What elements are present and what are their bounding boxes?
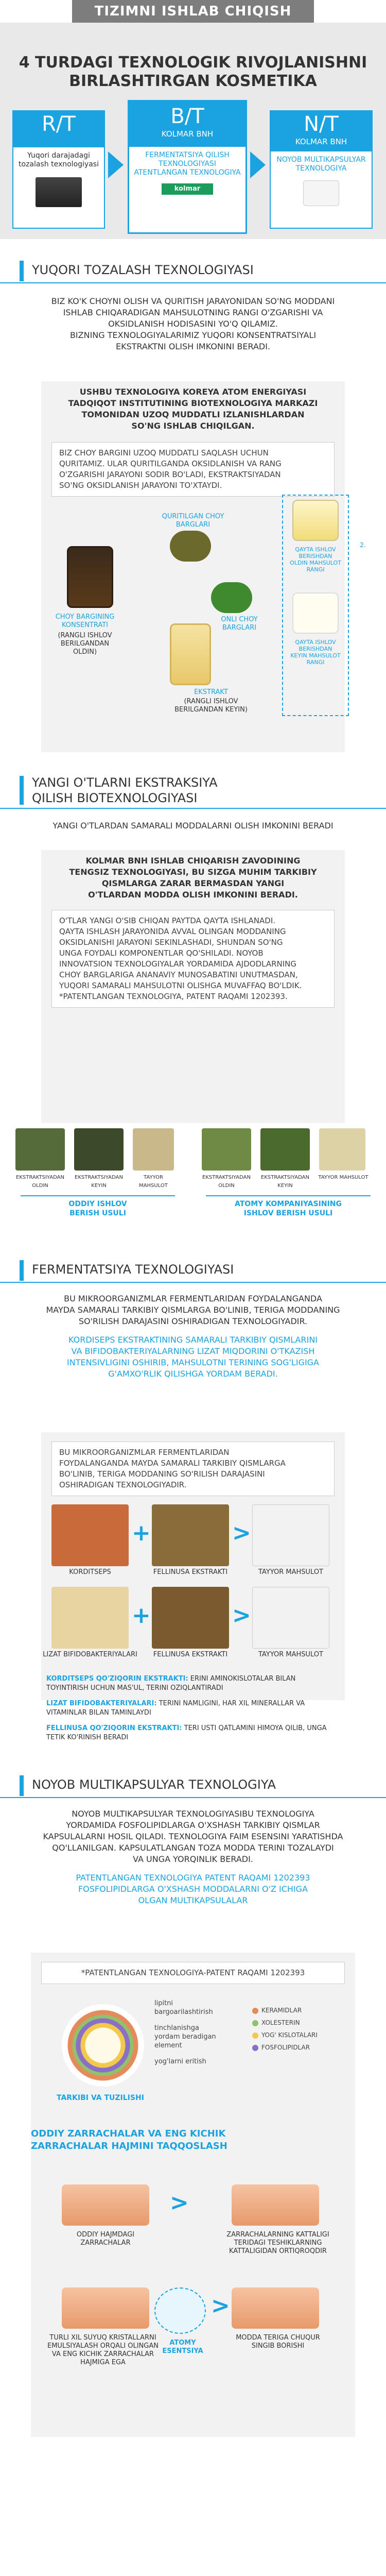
note-key: KORDITSEPS QO'ZIQORIN EKSTRAKTI: <box>46 1675 188 1683</box>
note-value: TERI USTI QATLAMINI HIMOYA QILIB, UNGA TETIK KO'RINISH BERADI <box>46 1724 327 1741</box>
plus-icon: + <box>132 1602 151 1629</box>
s1-box-line: TOMONIDAN UZOQ MUDDATLI IZLANISHLARDAN <box>81 410 305 419</box>
product-photo <box>252 1587 329 1649</box>
s4-p2-line: FOSFOLIPIDLARGA O'XSHASH MODDALARNI O'Z ICHIGA <box>78 1884 308 1894</box>
dried-leaves-image <box>170 531 211 562</box>
card-bt-text: FERMENTATSIYA QILISH TEXNOLOGIYASI ATENTLANGAN TEXNOLOGIYA <box>134 151 241 177</box>
section-title-text: FERMENTATSIYA TEXNOLOGIYASI <box>32 1262 234 1277</box>
legend-dot-icon <box>252 2045 258 2051</box>
note-value: TERINI NAMLIGINI, HAR XIL MINERALLAR VA VITAMINLAR BILAN TAMINLAYDI <box>46 1700 305 1717</box>
thumb-caption: EKSTRAKTSIYADAN KEYIN <box>261 1175 309 1189</box>
s1-p1-line: BIZ KO'K CHOYNI OLISH VA QURITISH JARAYONIDAN SO'NG MODDANI <box>51 296 335 306</box>
s2-inner-line: O'TLAR YANGI O'SIB CHIQAN PAYTDA QAYTA ISHLANADI. <box>59 916 276 925</box>
card-bt-head <box>129 101 245 147</box>
legend-label: KERAMIDLAR <box>261 2007 302 2014</box>
cordyceps-photo <box>51 1504 129 1566</box>
title-bar <box>20 776 24 805</box>
legend <box>252 2004 345 2054</box>
compare-caption: ODDIY HAJMDAGI ZARRACHALAR <box>76 2231 135 2247</box>
arrow-right-icon <box>108 151 124 178</box>
section-fermentation <box>0 1257 386 1380</box>
jar-before <box>292 500 339 541</box>
s4-p1-line: NOYOB MULTIKAPSULYAR TEXNOLOGIYASIBU TEXNOLOGIYA <box>72 1809 314 1819</box>
s2-box-bold <box>41 850 345 906</box>
s2-inner-line: QAYTA ISHLASH JARAYONIDA AVVAL OLINGAN MODDANING <box>59 927 286 936</box>
legend-item <box>252 2041 345 2054</box>
s4-p2-line: PATENTLANGAN TEXNOLOGIYA PATENT RAQAMI 1202393 <box>76 1873 310 1883</box>
diagram-label: tinchlanishga yordam beradigan element <box>154 2024 216 2049</box>
s2-lead: YANGI O'TLARDAN SAMARALI MODDALARNI OLISH IMKONINI BERADI <box>52 821 334 831</box>
s3-p1-line: BU MIKROORGANIZMLAR FERMENTLARIDAN FOYDALANGANDA <box>64 1294 322 1303</box>
section-purification <box>0 258 386 352</box>
intro-section <box>0 23 386 239</box>
thumb-caption: EKSTRAKTSIYADAN OLDIN <box>16 1175 64 1189</box>
label-extract: EKSTRAKT <box>194 688 228 696</box>
card-bt <box>128 100 247 234</box>
small-particles-image <box>62 2287 149 2329</box>
row1-caption: KORDITSEPS <box>69 1568 111 1576</box>
diagram-labels <box>154 1999 226 2066</box>
s2-inner-text <box>51 910 335 1008</box>
s2-box-line: KOLMAR BNH ISHLAB CHIQARISH ZAVODINING <box>85 856 301 866</box>
s1-box-line: USHBU TEXNOLOGIYA KOREYA ATOM ENERGIYASI <box>79 387 307 397</box>
s4-patent: *PATENTLANGAN TEXNOLOGIYA-PATENT RAQAMI 1202393 <box>41 1962 345 1984</box>
s2-inner-line: UNGA FOYDALI KOMPONENTLAR QO'SHILADI. NOYOB <box>59 948 264 958</box>
intro-title <box>0 54 386 91</box>
s2-inner-line: OKSIDLANISHI JARAYONI SEKINLASHADI, SHUNDAN SO'NG <box>59 938 283 947</box>
s1-box-line: SO'NG ISHLAB CHIQILGAN. <box>131 421 255 431</box>
s1-inner-line: BIZ CHOY BARGINI UZOQ MUDDATLI SAQLASH UCHUN <box>59 448 269 457</box>
row1-caption: TAYYOR MAHSULOT <box>258 1568 323 1576</box>
s3-p2-line: G'AMXO'RLIK QILISHGA YORDAM BERADI. <box>108 1369 278 1379</box>
btn-ordinary-method: ODDIY ISHLOV BERISH USULI <box>21 1195 175 1218</box>
product-photo <box>252 1504 329 1566</box>
intro-title-line1: 4 TURDAGI TEXNOLOGIK RIVOJLANISHNI <box>19 54 367 72</box>
s2-inner-line: YUQORI SAMARALI MAHSULOTNI OLISHGA MUVAFFAQ BO'LDIK. <box>59 981 302 990</box>
s1-box-line: TADQIQOT INSTITUTINING BIOTEXNOLOGIYA MARKAZI <box>68 398 318 408</box>
card-nt-big: N/T <box>304 112 339 136</box>
s1-inner-line: O'ZGARISHI JARAYONI SODIR BO'LADI, EKSTRAKTSIYADAN <box>59 470 281 479</box>
s3-p2 <box>0 1334 386 1380</box>
diagram-caption: TARKIBI VA TUZILISHI <box>57 2094 144 2102</box>
s3-p2-line: VA BIFIDOBAKTERIYALARNING LIZAT MIQDORINI O'TKAZISH <box>71 1346 315 1356</box>
diagram-label: lipitni bargoarilashtirish <box>154 1999 213 2016</box>
s4-p1-line: KAPSULALARNI HOSIL QILADI. TEXNOLOGIYA FAIM ESENSINI YARATISHDA <box>43 1832 343 1841</box>
thumb-caption: EKSTRAKTSIYADAN KEYIN <box>75 1175 123 1189</box>
s3-p2-line: INTENSIVLIGINI OSHIRIB, MAHSULOTNI TERINING SOG'LIGIGA <box>67 1358 319 1367</box>
s3-p1 <box>0 1293 386 1327</box>
section-title <box>0 258 386 283</box>
card-nt-text: NOYOB MULTIKAPSULYAR TEXNOLOGIYA <box>276 156 366 173</box>
s3-p1-line: SO'RILISH DARAJASINI OSHIRADIGAN TEXNOLOGIYADIR. <box>78 1316 308 1326</box>
s3-inner-line: OSHIRADIGAN TEXNOLOGIYADIR. <box>59 1480 187 1489</box>
s1-p1-line: EKSTRAKTNI OLISH IMKONINI BERADI. <box>115 342 271 351</box>
legend-dot-icon <box>252 2020 258 2026</box>
btn-atomy-method: ATOMY KOMPANIYASINING ISHLOV BERISH USULI <box>206 1195 371 1218</box>
legend-label: FOSFOLIPIDLAR <box>261 2044 310 2051</box>
legend-item <box>252 2004 345 2016</box>
s2-inner-line: CHOY BARGLARIGA ANANAVIY MUNOSABATINI UNUTMASDAN, <box>59 970 298 979</box>
s3-inner-line: BU MIKROORGANIZMLAR FERMENTLARIDAN <box>59 1448 230 1457</box>
row2-caption: LIZAT BIFIDOBAKTERIYALARI <box>43 1651 137 1658</box>
card-rt-text: Yuqori darajadagi tozalash texnologiyasi <box>19 151 99 168</box>
row2-caption: TAYYOR MAHSULOT <box>258 1651 323 1658</box>
legend-item <box>252 2029 345 2041</box>
arrow-icon: > <box>232 1602 251 1629</box>
label-concentrate: CHOY BARGINING KONSENTRATI <box>55 613 115 629</box>
s3-box <box>41 1432 345 1700</box>
s2-title-line: QILISH BIOTEXNOLOGIYASI <box>32 791 198 805</box>
note-key: LIZAT BIFIDOBAKTERIYALARI: <box>46 1700 157 1707</box>
jar-after <box>292 592 339 634</box>
title-bar <box>20 1260 24 1281</box>
card-nt <box>270 110 373 229</box>
product-jar-icon <box>303 180 339 206</box>
s4-p1-line: QO'LLANILGAN. KAPSULATLANGAN TOZA MODDA TERINI TOZALAYDI <box>52 1843 334 1853</box>
card-rt <box>12 110 105 229</box>
card-rt-head <box>13 111 104 147</box>
arrow-icon: > <box>211 2293 230 2319</box>
section-title <box>0 773 386 809</box>
note-key: FELLINUSA QO'ZIQORIN EKSTRAKTI: <box>46 1724 182 1732</box>
s1-paragraph <box>0 296 386 352</box>
label-after: QAYTA ISHLOV BERISHDAN KEYIN MAHSULOT RANGI <box>290 639 341 666</box>
s1-inner-line: QURITAMIZ. ULAR QURITILGANDA OKSIDLANISH VA RANG <box>59 459 282 468</box>
thumb-before-2 <box>202 1128 251 1171</box>
section-title <box>0 1772 386 1798</box>
s2-inner-line: INNOVATSION TEXNOLOGIYALAR YORDAMIDA AJDODLARNING <box>59 959 297 969</box>
thumb-product-2 <box>319 1128 365 1171</box>
s3-inner-text <box>51 1442 335 1496</box>
skin-pores-image <box>232 2184 319 2226</box>
kolmar-logo-text: kolmar <box>174 185 201 193</box>
section-herbal-extraction <box>0 773 386 832</box>
s3-inner-line: FOYDALANGANDA MAYDA SAMARALI TARKIBIY QISMLARGA <box>59 1459 286 1468</box>
thumb-caption: TAYYOR MAHSULOT <box>139 1175 168 1189</box>
section-title-text: YUQORI TOZALASH TEXNOLOGIYASI <box>32 263 254 277</box>
thumb-caption: TAYYOR MAHSULOT <box>318 1175 369 1180</box>
arrow-icon: > <box>232 1520 251 1546</box>
arrow-icon: > <box>170 2190 189 2216</box>
legend-label: XOLESTERIN <box>261 2019 300 2026</box>
s1-inner-line: SO'NG OKSIDLANISH JARAYONI TO'XTAYDI. <box>59 481 222 490</box>
card-bt-sub: KOLMAR BNH <box>161 129 214 139</box>
note-value: ERINI AMINOKISLOTALAR BILAN TOYINTIRISH UCHUN MAS'UL, TERINI OZIQLANTIRADI <box>46 1675 296 1692</box>
label-concentrate-sub: (RANGLI ISHLOV BERILGANDAN OLDIN) <box>58 632 112 656</box>
s1-box-bold <box>41 381 345 437</box>
s4-p1-line: VA UNGA YORQINLIK BERADI. <box>133 1854 253 1864</box>
s4-subtitle-line: ODDIY ZARRACHALAR VA ENG KICHIK <box>31 2128 226 2139</box>
deep-absorption-image <box>232 2287 319 2329</box>
atomy-essence-image <box>154 2287 206 2334</box>
thumb-after-2 <box>260 1128 310 1171</box>
row2-caption: FELLINUSA EKSTRAKTI <box>153 1651 228 1658</box>
s3-p1-line: MAYDA SAMARALI TARKIBIY QISMLARGA BO'LINIB, TERIGA MODDANING <box>46 1305 340 1315</box>
section-title-text <box>32 775 217 806</box>
note <box>46 1699 340 1718</box>
s4-p2 <box>0 1872 386 1906</box>
kolmar-logo <box>162 183 213 195</box>
legend-dot-icon <box>252 2032 258 2039</box>
compare-caption: ATOMY ESENTSIYA <box>162 2339 203 2355</box>
title-bar <box>20 261 24 281</box>
s3-inner-line: BO'LINIB, TERIGA MODDANING SO'RILISH DARAJASINI <box>59 1469 265 1479</box>
s2-box-line: TENGSIZ TEXNOLOGIYASI, BU SIZGA MUHIM TARKIBIY <box>69 867 317 877</box>
legend-label: YOG' KISLOTALARI <box>261 2031 318 2039</box>
compare-caption: TURLI XIL SUYUQ KRISTALLARNI EMULSIYALASH ORQALI OLINGAN VA ENG KICHIK ZARRACHALAR HAJMIGA EGA <box>47 2334 159 2366</box>
s4-p2-line: OLGAN MULTIKAPSULALAR <box>138 1895 248 1905</box>
note <box>46 1674 340 1693</box>
normal-particles-image <box>62 2184 149 2226</box>
fresh-leaves-image <box>211 582 252 613</box>
thumb-product-1 <box>133 1128 174 1171</box>
product-box-icon <box>36 177 82 207</box>
s1-p1-line: ISHLAB CHIQARADIGAN MAHSULOTNING RANGI O'ZGARISHI VA <box>63 308 323 317</box>
s3-notes <box>46 1674 340 1742</box>
card-bt-big: B/T <box>170 105 204 128</box>
label-fresh-leaves: ONLI CHOY BARGLARI <box>221 616 258 632</box>
legend-dot-icon <box>252 2008 258 2014</box>
s2-inner-line: *PATENTLANGAN TEXNOLOGIYA, PATENT RAQAMI 1202393. <box>59 992 288 1001</box>
plus-icon: + <box>132 1520 151 1546</box>
thumb-before-1 <box>15 1128 65 1171</box>
top-banner <box>0 0 386 23</box>
compare-caption: ZARRACHALARNING KATTALIGI TERIDAGI TESHIKLARNING KATTALIGIDAN ORTIQROQDIR <box>226 2231 329 2255</box>
s1-p1-line: BIZNING TEXNOLOGIYALARIMIZ YUQORI KONSENTRATSIYALI <box>69 330 317 340</box>
s3-p2-line: KORDISEPS EKSTRAKTINING SAMARALI TARKIBIY QISMLARINI <box>68 1335 318 1345</box>
diagram-label: yog'larni eritish <box>154 2058 206 2065</box>
dark-extract-jar <box>67 546 113 608</box>
light-extract-jar <box>170 623 211 685</box>
banner-title: TIZIMNI ISHLAB CHIQISH <box>72 0 314 23</box>
label-extract-sub: (RANGLI ISHLOV BERILGANDAN KEYIN) <box>174 698 248 714</box>
title-bar <box>20 1775 24 1796</box>
note <box>46 1724 340 1742</box>
section-title <box>0 1257 386 1283</box>
card-nt-sub: KOLMAR BNH <box>295 137 347 146</box>
section-title-text: NOYOB MULTIKAPSULYAR TEXNOLOGIYA <box>32 1777 276 1792</box>
card-rt-big: R/T <box>42 112 76 136</box>
phellinus-photo <box>152 1504 229 1566</box>
intro-title-line2: BIRLASHTIRGAN KOSMETIKA <box>69 72 317 90</box>
s4-subtitle-line: ZARRACHALAR HAJMINI TAQQOSLASH <box>31 2141 227 2151</box>
bifido-photo <box>51 1587 129 1649</box>
s2-box-line: QISMLARGA ZARAR BERMASDAN YANGI <box>101 878 285 888</box>
s1-p1-line: OKSIDLANISH HODISASINI YO'Q QILAMIZ. <box>108 319 278 329</box>
s1-inner-text <box>51 442 335 497</box>
section-multicapsule <box>0 1772 386 1906</box>
s2-box-line: O'TLARDAN MODDA OLISH IMKONINI BERADI. <box>88 890 298 900</box>
label-before: QAYTA ISHLOV BERISHDAN OLDIN MAHSULOT RANGI <box>290 546 341 573</box>
s4-p1 <box>0 1808 386 1865</box>
thumb-after-1 <box>74 1128 124 1171</box>
s2-title-line: YANGI O'TLARNI EKSTRAKSIYA <box>32 775 218 790</box>
compare-caption: MODDA TERIGA CHUQUR SINGIB BORISHI <box>236 2334 320 2350</box>
s4-subtitle <box>31 2128 355 2153</box>
capsule-diagram <box>62 2004 144 2087</box>
s4-p1-line: YORDAMIDA FOSFOLIPIDLARGA O'XSHASH TARKIBIY QISMLAR <box>66 1820 320 1830</box>
label-dried-leaves: QURITILGAN CHOY BARGLARI <box>162 513 224 529</box>
row1-caption: FELLINUSA EKSTRAKTI <box>153 1568 228 1576</box>
card-nt-head <box>271 111 372 151</box>
arrow-right-icon <box>250 151 266 178</box>
side-mark: 2. <box>360 541 366 549</box>
phellinus-photo <box>152 1587 229 1649</box>
legend-item <box>252 2016 345 2029</box>
s2-box <box>41 850 345 1123</box>
thumb-caption: EKSTRAKTSIYADAN OLDIN <box>202 1175 251 1189</box>
